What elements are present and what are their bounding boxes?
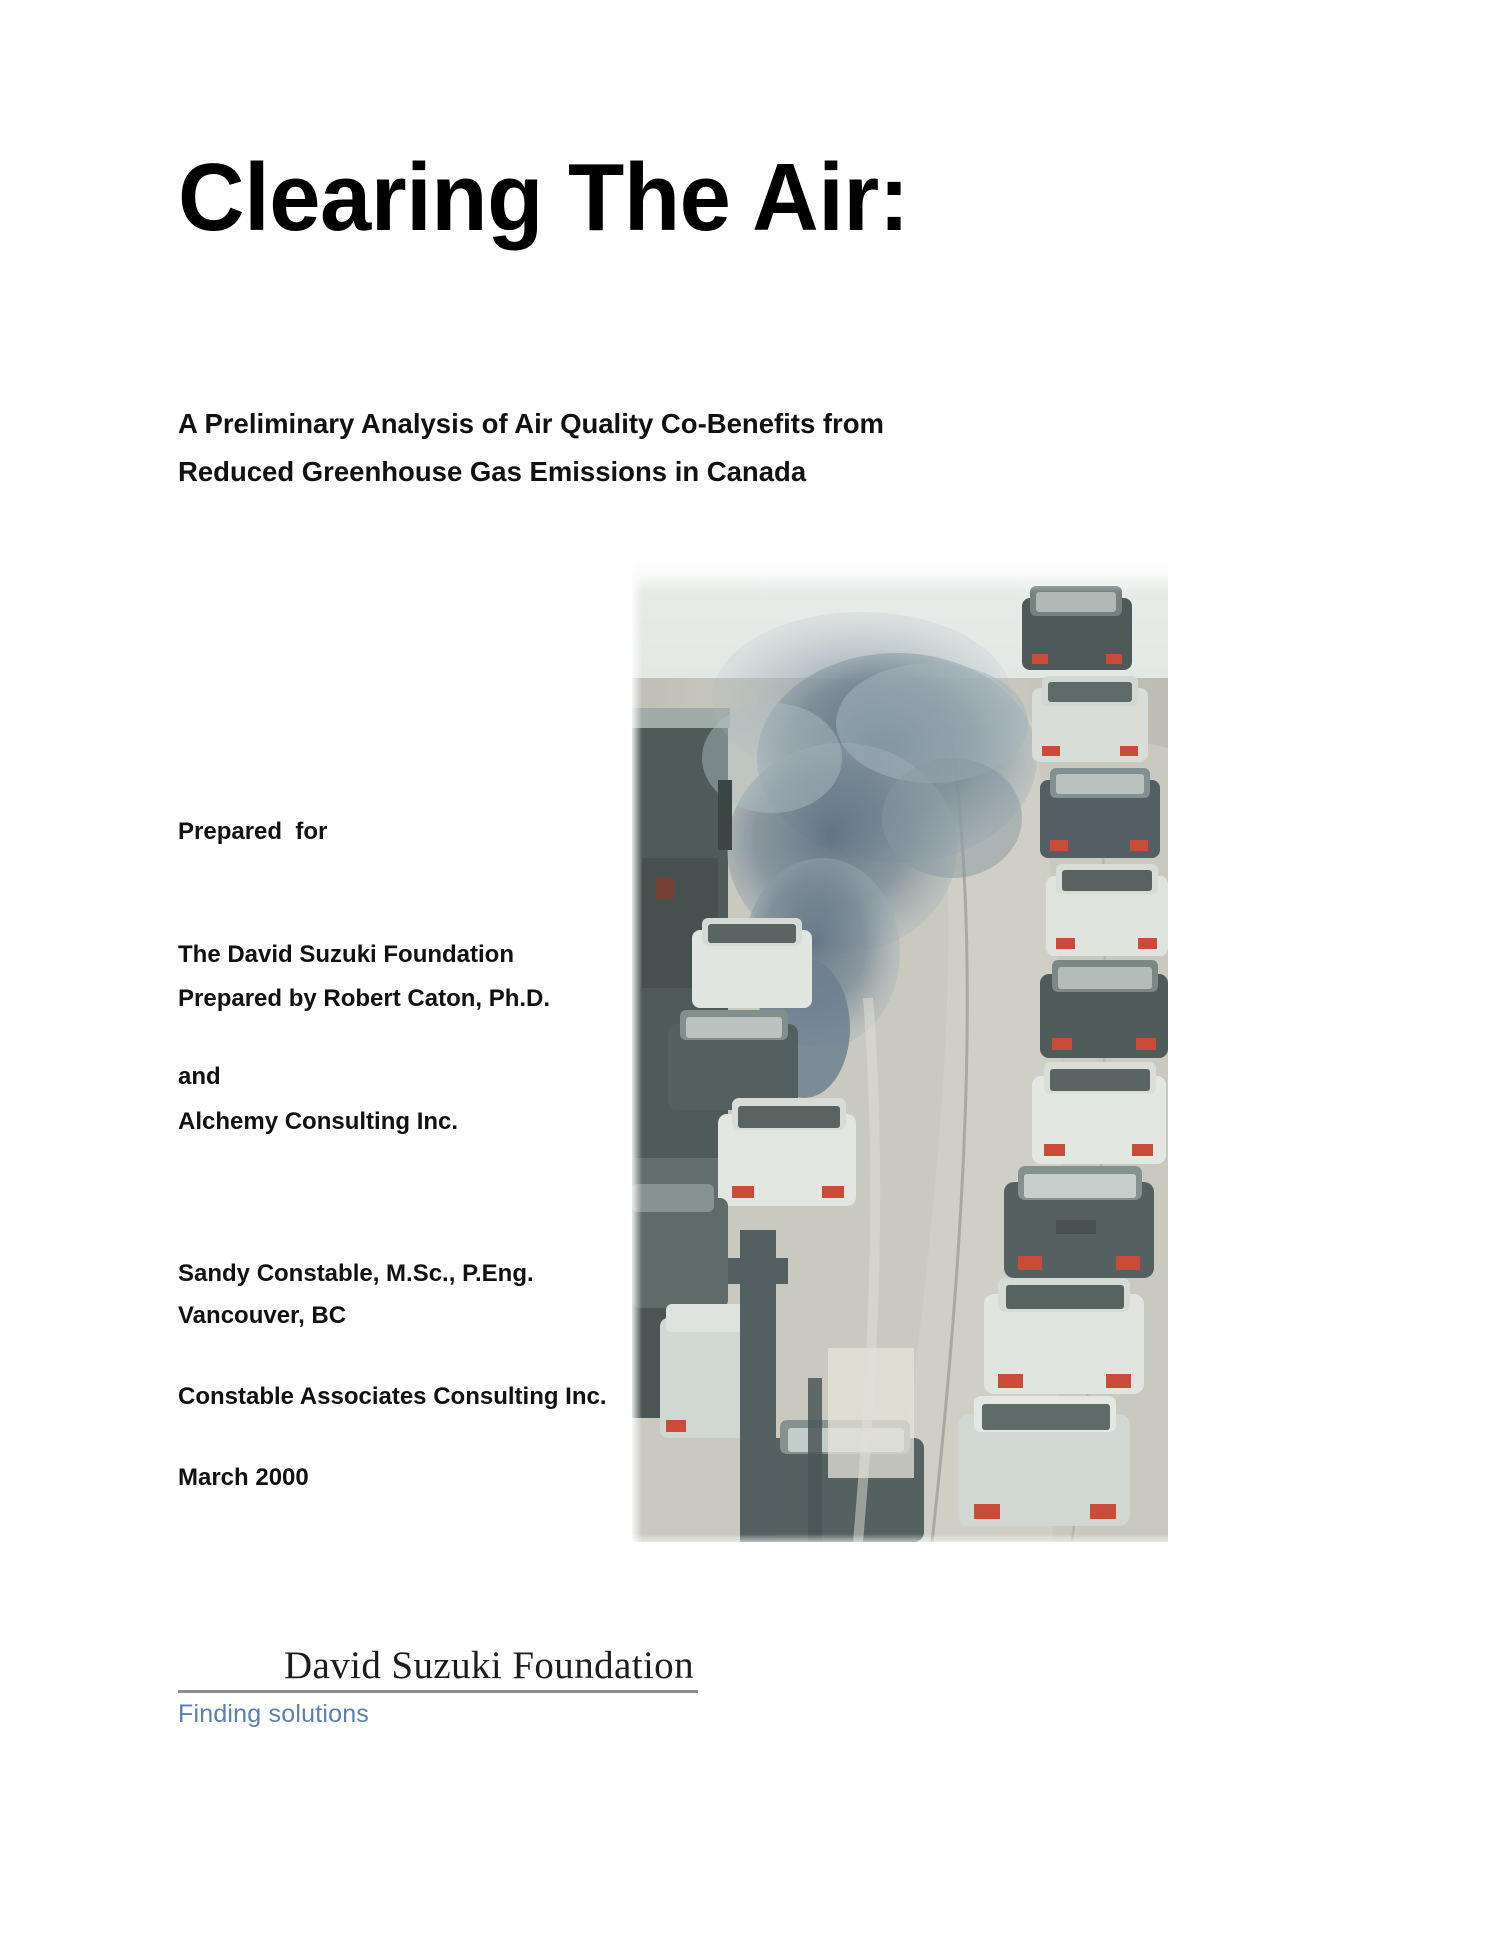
publication-date: March 2000	[178, 1464, 309, 1491]
david-suzuki-foundation-logo	[178, 1645, 698, 1729]
prepared-for-organization: The David Suzuki Foundation	[178, 941, 514, 969]
author-one-name: Prepared by Robert Caton, Ph.D.	[178, 984, 551, 1012]
page-title: Clearing The Air:	[178, 144, 909, 251]
author-two-organization: Constable Associates Consulting Inc.	[178, 1383, 607, 1411]
subtitle-line-2: Reduced Greenhouse Gas Emissions in Canada	[178, 456, 807, 488]
page-subtitle	[178, 400, 1038, 496]
logo-divider-rule	[178, 1690, 698, 1693]
prepared-for-label: Prepared for	[178, 817, 328, 845]
logo-tagline: Finding solutions	[178, 1700, 370, 1729]
authors-conjunction: and	[178, 1063, 221, 1090]
author-one-organization: Alchemy Consulting Inc.	[178, 1108, 459, 1136]
author-two-name: Sandy Constable, M.Sc., P.Eng.	[178, 1259, 534, 1287]
logo-wordmark: David Suzuki Foundation	[283, 1644, 694, 1687]
traffic-smog-illustration	[632, 558, 1168, 1542]
cover-photograph	[632, 558, 1168, 1542]
city-line: Vancouver, BC	[178, 1302, 347, 1329]
subtitle-line-1: A Preliminary Analysis of Air Quality Co-Benefits from	[178, 408, 884, 439]
